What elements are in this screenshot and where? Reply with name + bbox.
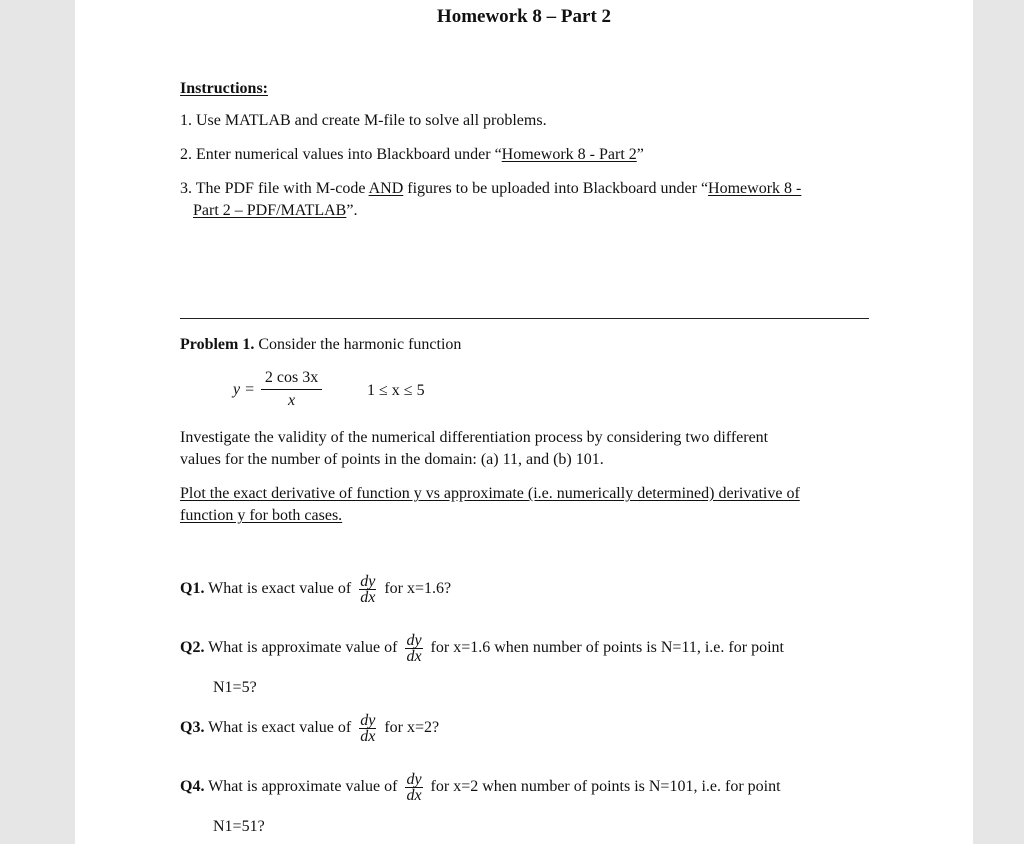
equation-lhs: y =	[233, 381, 255, 398]
instruction-item-2-suffix: ”	[636, 146, 644, 163]
q4-derivative	[405, 772, 422, 803]
q4-label: Q4.	[180, 778, 205, 796]
q4-post: for x=2 when number of points is N=101, i.e. for point	[426, 778, 781, 796]
q1-dx: dx	[360, 589, 376, 606]
problem-paragraph-1-line-2: values for the number of points in the domain: (a) 11, and (b) 101.	[180, 451, 604, 468]
q3-dx: dx	[360, 728, 376, 745]
q2-pre: What is approximate value of	[204, 639, 402, 657]
q2-dy: dy	[406, 632, 422, 649]
q2-derivative	[405, 633, 422, 664]
q3-pre: What is exact value of	[204, 719, 356, 737]
homework-link[interactable]: Homework 8 - Part 2	[501, 146, 637, 163]
document-page	[75, 0, 973, 844]
q2-label: Q2.	[180, 639, 205, 657]
q3-post: for x=2?	[380, 719, 440, 737]
instructions-heading: Instructions:	[180, 80, 269, 97]
instruction-item-3-line-1	[180, 178, 801, 200]
question-4	[180, 772, 781, 803]
q3-dy: dy	[360, 712, 376, 729]
question-3	[180, 713, 439, 744]
problem-1-intro	[180, 334, 461, 356]
problem-1-label: Problem 1.	[180, 336, 255, 353]
equation-denominator: x	[288, 392, 296, 409]
q1-derivative	[359, 574, 376, 605]
problem-paragraph-2-line-2: function y for both cases.	[180, 507, 343, 524]
and-emphasis: AND	[368, 180, 404, 197]
q1-label: Q1.	[180, 580, 205, 598]
pdf-matlab-link-part-2[interactable]: Part 2 – PDF/MATLAB	[193, 202, 347, 219]
page-title: Homework 8 – Part 2	[436, 6, 612, 27]
q2-post: for x=1.6 when number of points is N=11, i.e. for point	[426, 639, 784, 657]
instruction-item-1: 1. Use MATLAB and create M-file to solve all problems.	[180, 112, 547, 129]
question-2	[180, 633, 784, 664]
instruction-item-3-mid: figures to be uploaded into Blackboard under “	[403, 180, 709, 197]
q4-dx: dx	[406, 787, 422, 804]
pdf-matlab-link-part-1[interactable]: Homework 8 -	[708, 180, 802, 197]
problem-1-text: Consider the harmonic function	[254, 336, 462, 353]
q1-post: for x=1.6?	[380, 580, 452, 598]
equation-numerator: 2 cos 3x	[261, 368, 322, 390]
instruction-item-3-line-2	[193, 200, 357, 222]
instruction-item-3-suffix: ”.	[346, 202, 358, 219]
equation-fraction	[261, 368, 322, 412]
question-2-line-2: N1=5?	[213, 679, 257, 696]
q3-label: Q3.	[180, 719, 205, 737]
harmonic-equation	[233, 368, 322, 412]
q2-dx: dx	[406, 648, 422, 665]
section-divider	[180, 318, 869, 319]
question-4-line-2: N1=51?	[213, 818, 265, 835]
instruction-item-2-prefix: 2. Enter numerical values into Blackboard under “	[180, 146, 502, 163]
q3-derivative	[359, 713, 376, 744]
instruction-item-2	[180, 144, 644, 166]
q1-pre: What is exact value of	[204, 580, 356, 598]
equation-domain: 1 ≤ x ≤ 5	[367, 382, 425, 399]
question-1	[180, 574, 451, 605]
q4-pre: What is approximate value of	[204, 778, 402, 796]
q4-dy: dy	[406, 771, 422, 788]
q1-dy: dy	[360, 573, 376, 590]
problem-paragraph-2-line-1: Plot the exact derivative of function y vs approximate (i.e. numerically determined) derivative of	[180, 485, 800, 502]
instruction-item-3-prefix: 3. The PDF file with M-code	[180, 180, 369, 197]
problem-paragraph-1-line-1: Investigate the validity of the numerical differentiation process by considering two different	[180, 429, 769, 446]
